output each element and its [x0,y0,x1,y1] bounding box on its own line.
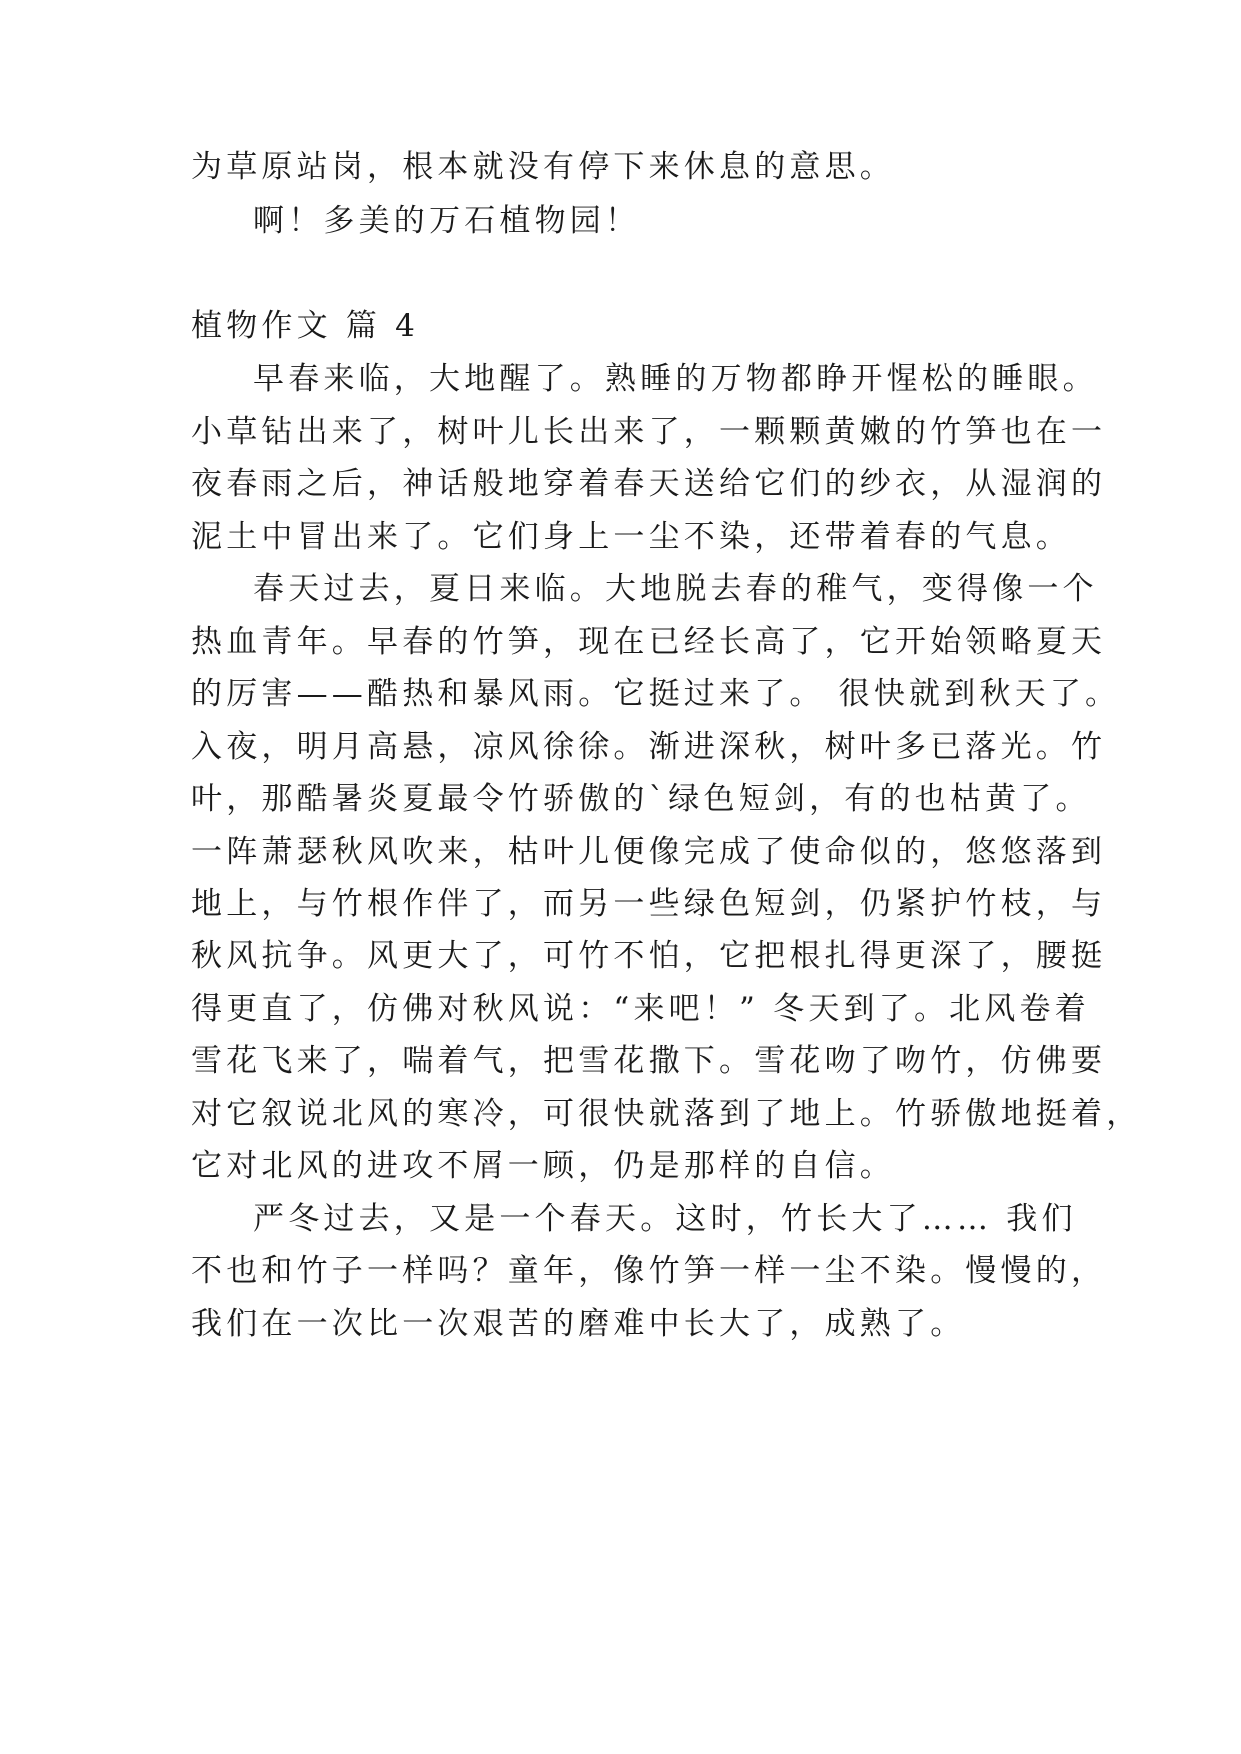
paragraph-line: 严冬过去，又是一个春天。这时，竹长大了…… 我们 [253,1201,1077,1237]
paragraph-line: 雪花飞来了，喘着气，把雪花撒下。雪花吻了吻竹，仿佛要 [191,1043,1107,1079]
paragraph-line: 地上，与竹根作伴了，而另一些绿色短剑，仍紧护竹枝，与 [191,886,1107,922]
paragraph-line: 春天过去，夏日来临。大地脱去春的稚气，变得像一个 [253,571,1098,607]
paragraph-line: 得更直了，仿佛对秋风说：“来吧！” 冬天到了。北风卷着 [191,991,1090,1027]
paragraph-line: 泥土中冒出来了。它们身上一尘不染，还带着春的气息。 [191,519,1071,555]
paragraph-line: 为草原站岗，根本就没有停下来休息的意思。 [191,149,895,185]
paragraph-line: 小草钻出来了，树叶儿长出来了，一颗颗黄嫩的竹笋也在一 [191,414,1107,450]
paragraph-line: 不也和竹子一样吗？童年，像竹笋一样一尘不染。慢慢的， [191,1253,1107,1289]
paragraph-line: 早春来临，大地醒了。熟睡的万物都睁开惺松的睡眼。 [253,361,1098,397]
paragraph-line: 对它叙说北风的寒冷，可很快就落到了地上。竹骄傲地挺着， [191,1096,1142,1132]
paragraph-line: 秋风抗争。风更大了，可竹不怕，它把根扎得更深了，腰挺 [191,938,1107,974]
paragraph-line: 的厉害——酷热和暴风雨。它挺过来了。 很快就到秋天了。 [191,676,1121,712]
section-title: 植物作文 篇 4 [191,308,420,344]
paragraph-line: 热血青年。早春的竹笋，现在已经长高了，它开始领略夏天 [191,624,1107,660]
paragraph-line: 叶，那酷暑炎夏最令竹骄傲的`绿色短剑，有的也枯黄了。 [191,781,1091,817]
paragraph-line: 入夜，明月高悬，凉风徐徐。渐进深秋，树叶多已落光。竹 [191,729,1107,765]
paragraph-line: 夜春雨之后，神话般地穿着春天送给它们的纱衣，从湿润的 [191,466,1107,502]
paragraph-line: 啊！多美的万石植物园！ [253,203,641,239]
paragraph-line: 我们在一次比一次艰苦的磨难中长大了，成熟了。 [191,1306,966,1342]
paragraph-line: 它对北风的进攻不屑一顾，仍是那样的自信。 [191,1148,895,1184]
paragraph-line: 一阵萧瑟秋风吹来，枯叶儿便像完成了使命似的，悠悠落到 [191,834,1107,870]
